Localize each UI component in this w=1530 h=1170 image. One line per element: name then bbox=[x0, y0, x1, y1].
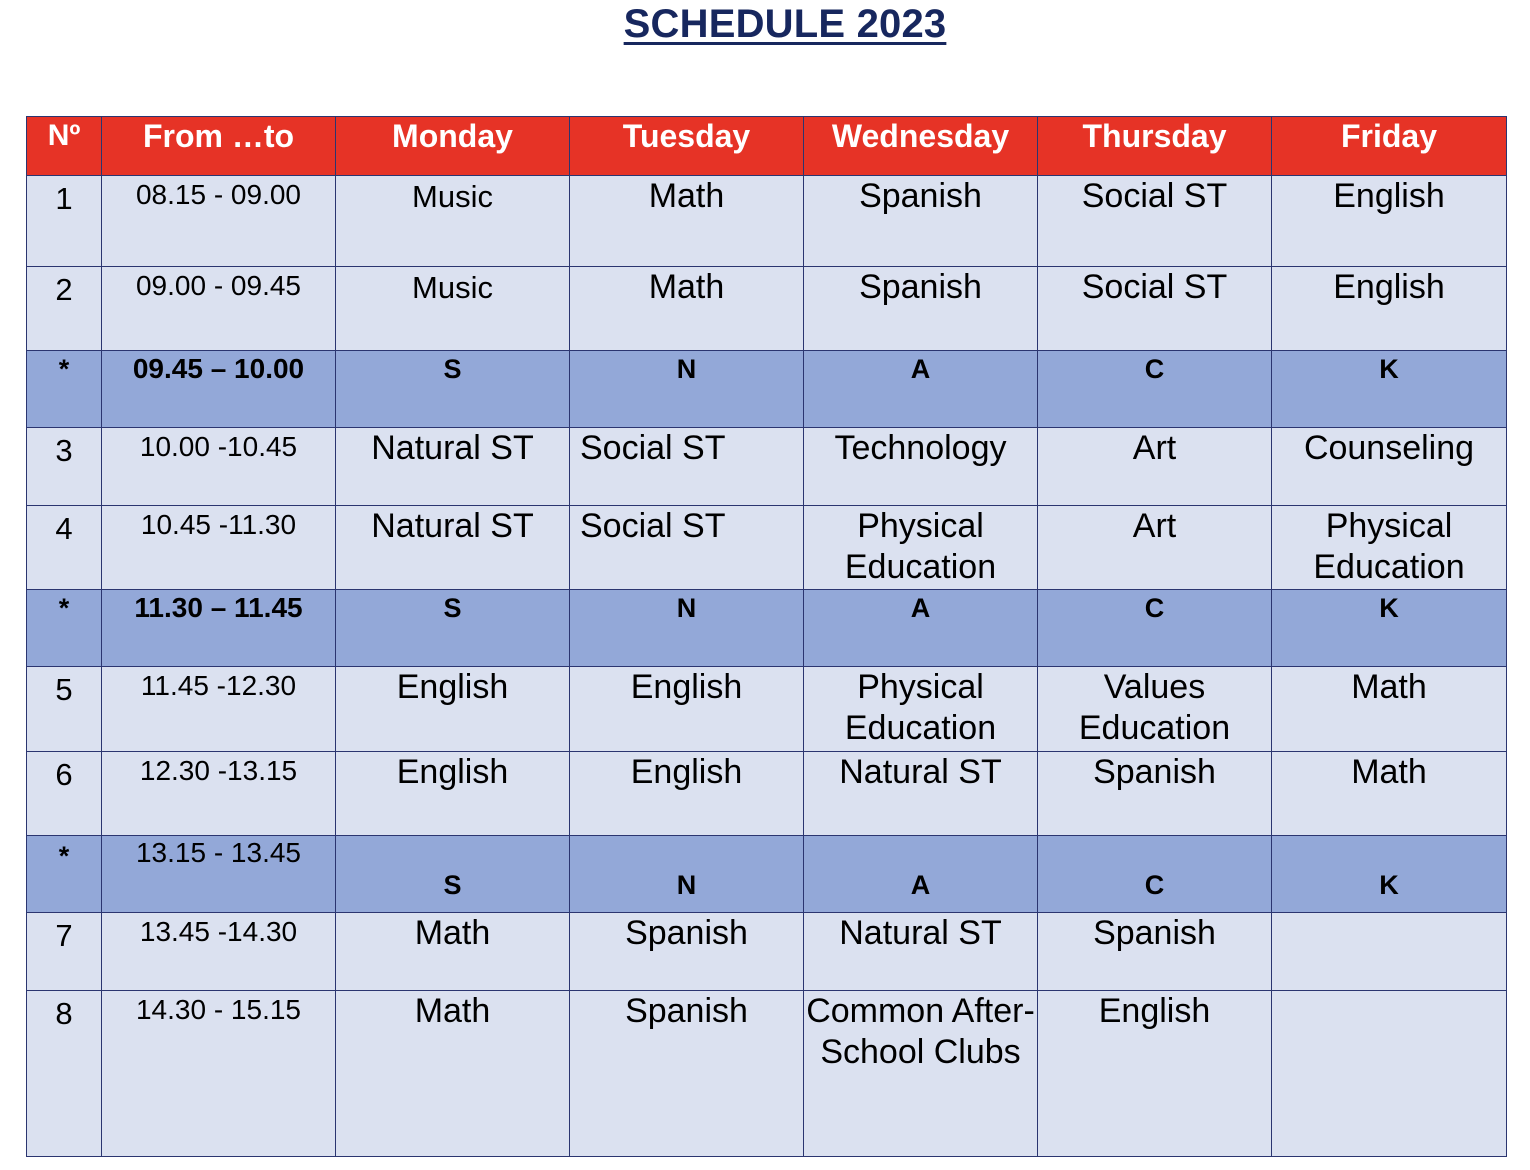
cell-thursday: Social ST bbox=[1038, 176, 1272, 267]
break-letter: A bbox=[804, 351, 1038, 428]
period-time: 13.45 -14.30 bbox=[102, 913, 336, 991]
cell-monday: Natural ST bbox=[336, 506, 570, 590]
table-row bbox=[27, 667, 1507, 752]
cell-friday: Counseling bbox=[1272, 428, 1507, 506]
cell-thursday: English bbox=[1038, 991, 1272, 1157]
header-row bbox=[27, 117, 1507, 176]
cell-monday: Natural ST bbox=[336, 428, 570, 506]
cell-tuesday: Spanish bbox=[570, 913, 804, 991]
break-time: 09.45 – 10.00 bbox=[102, 351, 336, 428]
cell-thursday: Spanish bbox=[1038, 913, 1272, 991]
cell-friday: Math bbox=[1272, 667, 1507, 752]
cell-wednesday: Natural ST bbox=[804, 752, 1038, 836]
break-letter: N bbox=[570, 836, 804, 913]
cell-thursday: Art bbox=[1038, 428, 1272, 506]
cell-wednesday: Common After-School Clubs bbox=[804, 991, 1038, 1157]
break-row bbox=[27, 351, 1507, 428]
cell-monday: Music bbox=[336, 267, 570, 351]
cell-wednesday: Spanish bbox=[804, 267, 1038, 351]
period-time: 14.30 - 15.15 bbox=[102, 991, 336, 1157]
column-header-thursday: Thursday bbox=[1038, 117, 1272, 176]
table-row bbox=[27, 506, 1507, 590]
cell-wednesday: Technology bbox=[804, 428, 1038, 506]
cell-tuesday: Social ST bbox=[570, 428, 804, 506]
period-number: 3 bbox=[27, 428, 102, 506]
break-marker: * bbox=[27, 836, 102, 913]
cell-friday: English bbox=[1272, 267, 1507, 351]
table-row bbox=[27, 176, 1507, 267]
break-letter: N bbox=[570, 590, 804, 667]
period-time: 10.00 -10.45 bbox=[102, 428, 336, 506]
break-letter: A bbox=[804, 590, 1038, 667]
cell-friday bbox=[1272, 913, 1507, 991]
period-time: 11.45 -12.30 bbox=[102, 667, 336, 752]
table-row bbox=[27, 267, 1507, 351]
break-letter: N bbox=[570, 351, 804, 428]
break-letter: S bbox=[336, 836, 570, 913]
cell-monday: Math bbox=[336, 991, 570, 1157]
cell-tuesday: Spanish bbox=[570, 991, 804, 1157]
break-letter: C bbox=[1038, 836, 1272, 913]
period-time: 09.00 - 09.45 bbox=[102, 267, 336, 351]
break-marker: * bbox=[27, 351, 102, 428]
column-header-friday: Friday bbox=[1272, 117, 1507, 176]
period-number: 6 bbox=[27, 752, 102, 836]
table-row bbox=[27, 428, 1507, 506]
break-marker: * bbox=[27, 590, 102, 667]
column-header-number: Nº bbox=[27, 117, 102, 176]
break-letter: K bbox=[1272, 351, 1507, 428]
column-header-tuesday: Tuesday bbox=[570, 117, 804, 176]
period-number: 5 bbox=[27, 667, 102, 752]
page-title: SCHEDULE 2023 bbox=[623, 2, 947, 46]
period-number: 7 bbox=[27, 913, 102, 991]
cell-wednesday: Spanish bbox=[804, 176, 1038, 267]
break-letter: K bbox=[1272, 836, 1507, 913]
cell-thursday: Values Education bbox=[1038, 667, 1272, 752]
period-time: 10.45 -11.30 bbox=[102, 506, 336, 590]
cell-tuesday: Social ST bbox=[570, 506, 804, 590]
break-letter: K bbox=[1272, 590, 1507, 667]
cell-wednesday: Physical Education bbox=[804, 667, 1038, 752]
table-row bbox=[27, 752, 1507, 836]
period-time: 08.15 - 09.00 bbox=[102, 176, 336, 267]
break-time: 13.15 - 13.45 bbox=[102, 836, 336, 913]
cell-monday: English bbox=[336, 667, 570, 752]
column-header-time: From …to bbox=[102, 117, 336, 176]
table-row bbox=[27, 913, 1507, 991]
period-number: 4 bbox=[27, 506, 102, 590]
cell-friday: Physical Education bbox=[1272, 506, 1507, 590]
break-letter: S bbox=[336, 351, 570, 428]
cell-tuesday: English bbox=[570, 752, 804, 836]
break-row bbox=[27, 590, 1507, 667]
cell-monday: Math bbox=[336, 913, 570, 991]
cell-wednesday: Physical Education bbox=[804, 506, 1038, 590]
break-letter: A bbox=[804, 836, 1038, 913]
period-number: 8 bbox=[27, 991, 102, 1157]
break-letter: C bbox=[1038, 590, 1272, 667]
cell-monday: English bbox=[336, 752, 570, 836]
cell-friday: Math bbox=[1272, 752, 1507, 836]
table-row bbox=[27, 991, 1507, 1157]
column-header-monday: Monday bbox=[336, 117, 570, 176]
cell-friday bbox=[1272, 991, 1507, 1157]
cell-friday: English bbox=[1272, 176, 1507, 267]
cell-monday: Music bbox=[336, 176, 570, 267]
cell-thursday: Spanish bbox=[1038, 752, 1272, 836]
cell-thursday: Social ST bbox=[1038, 267, 1272, 351]
period-number: 2 bbox=[27, 267, 102, 351]
break-letter: C bbox=[1038, 351, 1272, 428]
period-time: 12.30 -13.15 bbox=[102, 752, 336, 836]
cell-tuesday: Math bbox=[570, 176, 804, 267]
period-number: 1 bbox=[27, 176, 102, 267]
break-time: 11.30 – 11.45 bbox=[102, 590, 336, 667]
cell-thursday: Art bbox=[1038, 506, 1272, 590]
break-row bbox=[27, 836, 1507, 913]
column-header-wednesday: Wednesday bbox=[804, 117, 1038, 176]
cell-tuesday: Math bbox=[570, 267, 804, 351]
break-letter: S bbox=[336, 590, 570, 667]
cell-wednesday: Natural ST bbox=[804, 913, 1038, 991]
cell-tuesday: English bbox=[570, 667, 804, 752]
schedule-table bbox=[26, 116, 1507, 1157]
